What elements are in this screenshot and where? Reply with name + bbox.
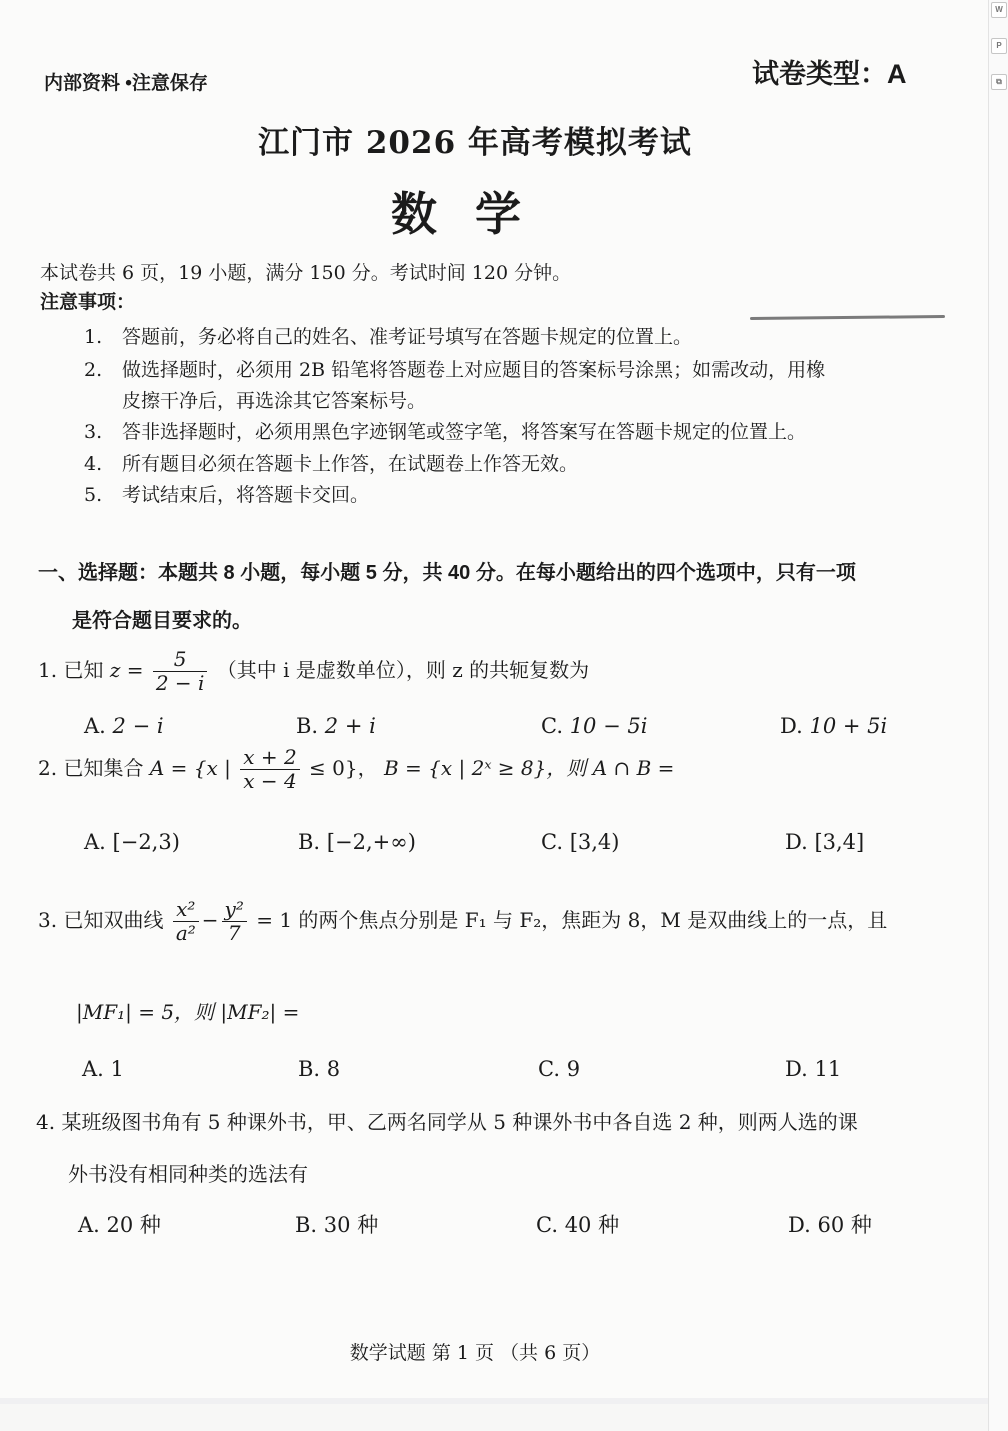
- option-label: C.: [541, 714, 563, 738]
- option-label: A.: [84, 714, 106, 738]
- notice-item-text: 答题前，务必将自己的姓名、准考证号填写在答题卡规定的位置上。: [122, 326, 693, 348]
- pdf-file-icon[interactable]: P: [991, 38, 1007, 54]
- option-text: 30 种: [323, 1213, 379, 1237]
- notice-item-continuation: 皮擦干净后，再选涂其它答案标号。: [122, 390, 427, 412]
- math-expression: B = {x | 2ˣ ≥ 8}，则 A ∩ B =: [383, 756, 675, 780]
- math-expression: ≤ 0}，: [309, 756, 378, 780]
- option-d[interactable]: [788, 1209, 872, 1239]
- option-a[interactable]: [84, 830, 180, 854]
- section-heading-continuation: 是符合题目要求的。: [72, 610, 252, 632]
- option-b[interactable]: [295, 1209, 378, 1239]
- option-label: D.: [785, 1057, 808, 1081]
- notice-item: [84, 417, 806, 444]
- question-4: [36, 1106, 858, 1135]
- option-d[interactable]: [780, 714, 887, 738]
- question-number: 4.: [36, 1110, 56, 1134]
- fraction-numerator: y²: [222, 898, 247, 922]
- option-text: 2 + i: [324, 714, 376, 738]
- notice-item-text: 所有题目必须在答题卡上作答，在试题卷上作答无效。: [122, 453, 579, 475]
- option-text: 20 种: [106, 1213, 161, 1237]
- notice-item-number: 3.: [84, 421, 103, 443]
- option-a[interactable]: [78, 1209, 161, 1239]
- notice-item: [84, 480, 369, 507]
- fraction: [153, 648, 208, 695]
- option-c[interactable]: [541, 830, 619, 854]
- option-text: 2 − i: [112, 714, 164, 738]
- option-label: C.: [536, 1213, 558, 1237]
- option-d[interactable]: [785, 830, 864, 854]
- question-text: 已知集合: [63, 756, 144, 780]
- option-text: [−2,3): [112, 830, 180, 854]
- option-label: D.: [780, 714, 803, 738]
- option-a[interactable]: [82, 1057, 124, 1081]
- math-expression: |MF₁| = 5，则 |MF₂| =: [76, 1000, 300, 1024]
- question-number: 1.: [38, 658, 58, 682]
- notice-item-text: 考试结束后，将答题卡交回。: [122, 484, 370, 506]
- fraction-numerator: x²: [173, 898, 199, 922]
- math-expression: z =: [109, 658, 144, 682]
- option-text: 11: [814, 1057, 842, 1081]
- option-label: B.: [295, 1213, 318, 1237]
- question-text: （其中 i 是虚数单位），则 z 的共轭复数为: [216, 658, 590, 682]
- fraction-denominator: 7: [227, 921, 241, 945]
- option-text: [3,4): [569, 830, 620, 854]
- question-2: [38, 746, 674, 793]
- option-text: 8: [326, 1057, 341, 1081]
- question-1: [38, 648, 589, 695]
- option-label: C.: [541, 830, 563, 854]
- notice-item-number: 4.: [84, 453, 103, 475]
- question-3-continuation: [76, 996, 299, 1025]
- question-4-continuation: 外书没有相同种类的选法有: [68, 1162, 308, 1186]
- option-text: [−2,+∞): [326, 830, 416, 854]
- fraction-numerator: 5: [153, 648, 208, 672]
- option-text: 9: [566, 1057, 581, 1081]
- notice-item: [84, 449, 578, 476]
- option-label: B.: [296, 714, 319, 738]
- option-label: A.: [78, 1213, 100, 1237]
- subject-title: 数学: [391, 187, 559, 241]
- option-label: A.: [84, 830, 106, 854]
- option-text: 1: [110, 1057, 124, 1081]
- option-text: 40 种: [564, 1213, 620, 1237]
- fraction-denominator: 2 − i: [155, 671, 205, 695]
- notice-item-number: 5.: [84, 484, 103, 506]
- notice-item-number: 1.: [84, 326, 103, 348]
- notice-heading: 注意事项：: [40, 292, 136, 313]
- question-number: 3.: [38, 908, 58, 932]
- option-text: 10 − 5i: [569, 714, 648, 738]
- question-text: 已知: [63, 658, 104, 682]
- fraction: [222, 898, 247, 945]
- exam-intro: 本试卷共 6 页，19 小题，满分 150 分。考试时间 120 分钟。: [40, 262, 572, 284]
- fraction-denominator: x − 4: [243, 769, 297, 793]
- viewer-sidebar: [988, 0, 1008, 1431]
- option-b[interactable]: [298, 1057, 340, 1081]
- word-file-icon[interactable]: W: [991, 2, 1007, 18]
- notice-item-text: 答非选择题时，必须用黑色字迹钢笔或签字笔，将答案写在答题卡规定的位置上。: [122, 421, 807, 443]
- notice-item-text: 做选择题时，必须用 2B 铅笔将答题卷上对应题目的答案标号涂黑；如需改动，用橡: [122, 359, 826, 381]
- option-d[interactable]: [785, 1057, 841, 1081]
- fraction-numerator: x + 2: [240, 746, 299, 770]
- math-expression: A = {x |: [149, 756, 231, 780]
- option-b[interactable]: [298, 830, 416, 854]
- option-a[interactable]: [84, 714, 164, 738]
- notice-item: [84, 322, 692, 349]
- option-label: B.: [298, 1057, 321, 1081]
- fraction: [240, 746, 299, 793]
- option-label: C.: [538, 1057, 560, 1081]
- exam-title: 江门市 2026 年高考模拟考试: [258, 125, 692, 161]
- option-c[interactable]: [536, 1209, 619, 1239]
- copy-file-icon[interactable]: ⧉: [991, 74, 1007, 90]
- question-number: 2.: [38, 756, 58, 780]
- option-c[interactable]: [541, 714, 647, 738]
- scan-artifact-line: [750, 315, 945, 320]
- page-footer: 数学试题 第 1 页 （共 6 页）: [349, 1342, 601, 1364]
- question-text: 某班级图书角有 5 种课外书，甲、乙两名同学从 5 种课外书中各自选 2 种，则两人选的课: [61, 1110, 858, 1134]
- option-b[interactable]: [296, 714, 376, 738]
- question-3: [38, 898, 887, 945]
- option-label: D.: [785, 830, 808, 854]
- option-label: B.: [298, 830, 321, 854]
- confidential-label: 内部资料 •注意保存: [44, 73, 208, 94]
- question-text: 已知双曲线: [63, 908, 164, 932]
- paper-type-label: 试卷类型：A: [752, 59, 907, 89]
- math-operator: −: [201, 908, 219, 932]
- question-text: = 1 的两个焦点分别是 F₁ 与 F₂，焦距为 8，M 是双曲线上的一点，且: [256, 908, 888, 932]
- option-text: 10 + 5i: [809, 714, 888, 738]
- section-heading: 一、选择题：本题共 8 小题，每小题 5 分，共 40 分。在每小题给出的四个选项中，只有一项: [38, 562, 856, 584]
- fraction: [173, 898, 199, 945]
- option-label: A.: [82, 1057, 104, 1081]
- notice-item: [84, 355, 825, 382]
- fraction-denominator: a²: [175, 921, 196, 945]
- option-text: 60 种: [817, 1213, 872, 1237]
- notice-item-number: 2.: [84, 359, 103, 381]
- next-page-edge: [0, 1404, 988, 1431]
- option-c[interactable]: [538, 1057, 580, 1081]
- option-text: [3,4]: [814, 830, 865, 854]
- option-label: D.: [788, 1213, 811, 1237]
